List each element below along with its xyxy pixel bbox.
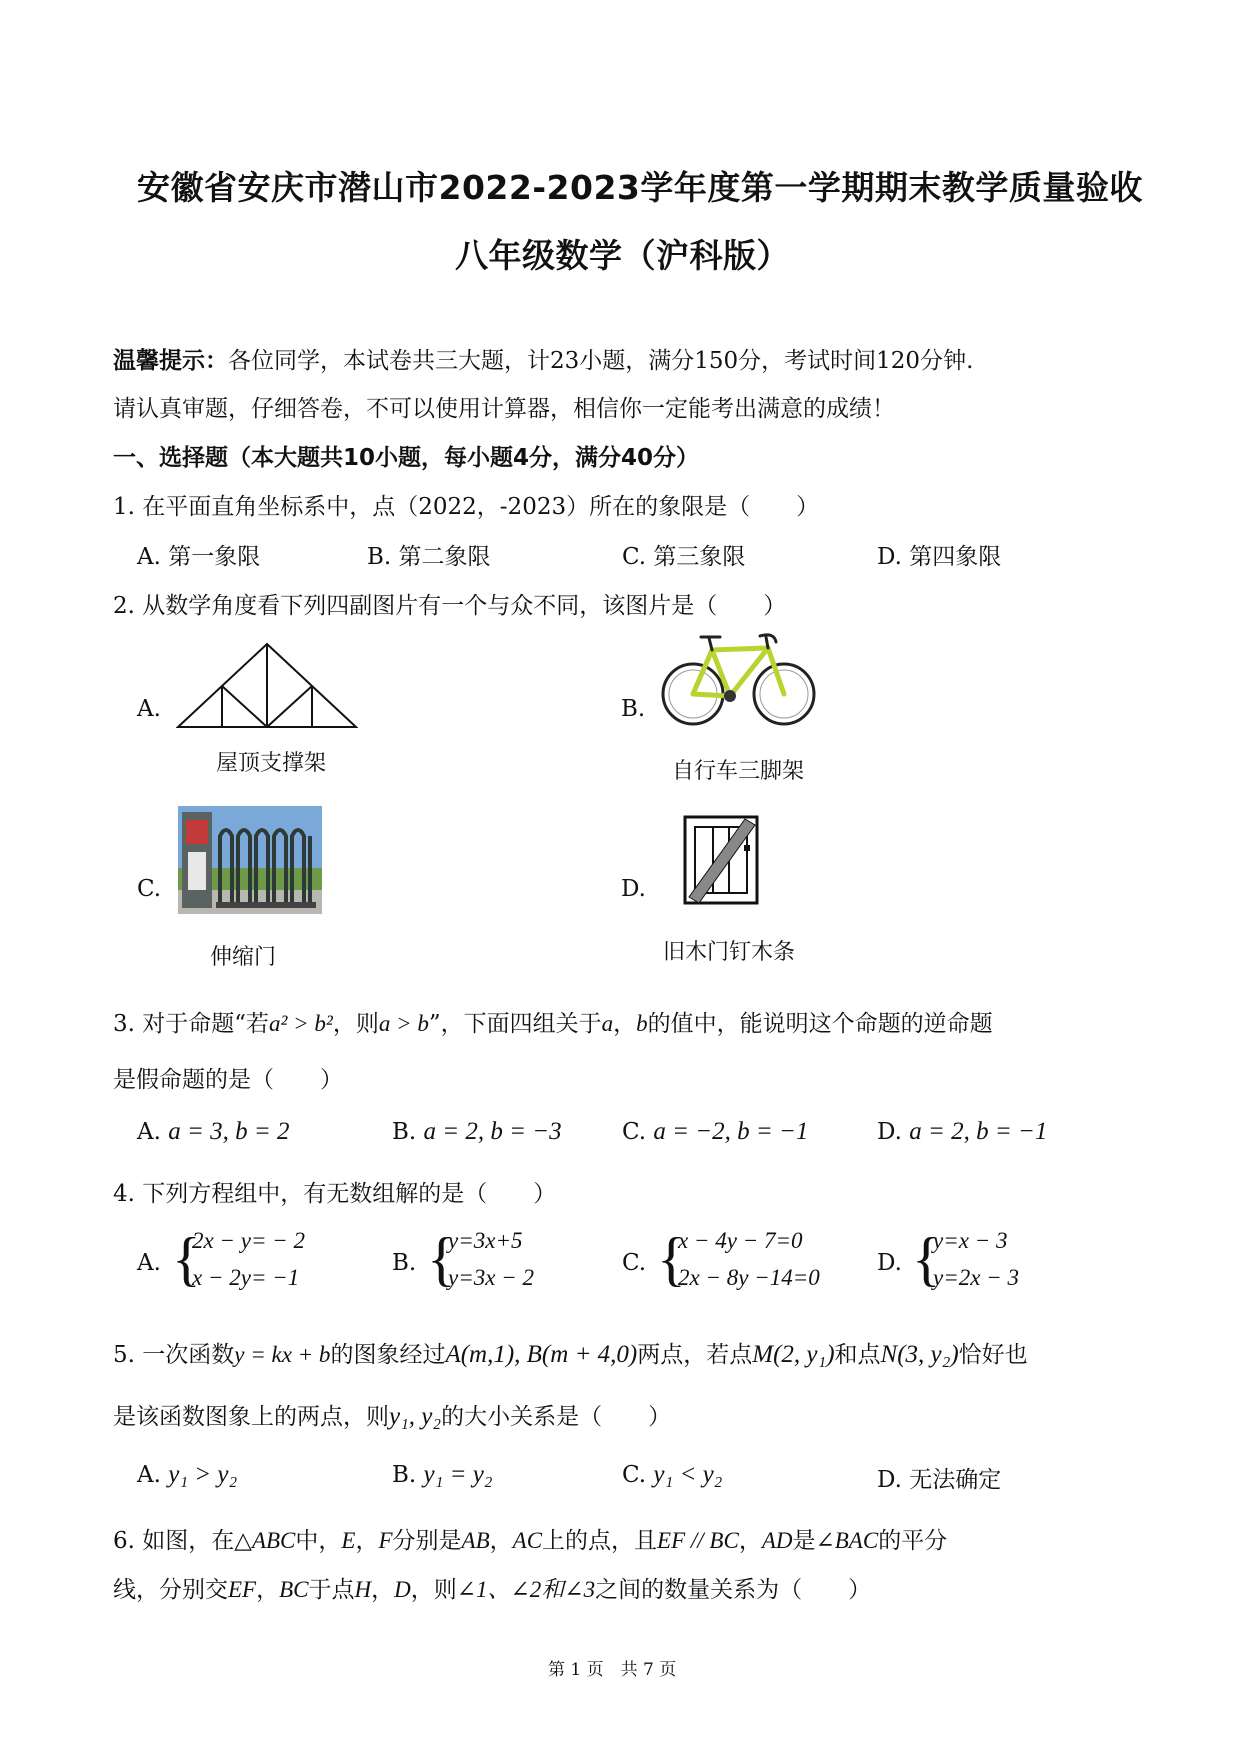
q4-b-eq1: y=3x+5 xyxy=(448,1228,523,1253)
q4-a-eq1: 2x − y= − 2 xyxy=(192,1228,305,1253)
q5-stem-b: 的图象经过 xyxy=(330,1342,446,1368)
q1-option-c: C. 第三象限 xyxy=(622,544,746,570)
caption-roof-truss: 屋顶支撑架 xyxy=(216,751,327,776)
caption-old-door: 旧木门钉木条 xyxy=(663,940,796,965)
q5-point-n: N(3, y₂) xyxy=(880,1341,959,1368)
q6-triangle-abc: ABC xyxy=(251,1528,296,1553)
section-1-heading: 一、选择题（本大题共10小题，每小题4分，满分40分） xyxy=(113,445,700,471)
q5-line2-vars: y₁, y₂ xyxy=(389,1403,442,1430)
exam-title-line2: 八年级数学（沪科版） xyxy=(455,236,790,275)
q3-stem-c: ”，下面四组关于 xyxy=(428,1011,602,1037)
q6-segment-ad: AD xyxy=(761,1528,793,1553)
q3-label-b: B. xyxy=(392,1119,417,1145)
q6-point-f: F xyxy=(378,1528,393,1553)
q5-value-b: y₁ = y₂ xyxy=(423,1461,493,1488)
q6-l1-g: 是 xyxy=(792,1528,816,1554)
q6-segment-ef: EF xyxy=(228,1577,257,1602)
q5-stem-d: 和点 xyxy=(834,1342,881,1368)
q4-d-eq2: y=2x − 3 xyxy=(933,1265,1019,1290)
q4-d-eq1: y=x − 3 xyxy=(933,1228,1008,1253)
q5-stem-line2 xyxy=(113,1398,671,1431)
q6-l2-d: ，则 xyxy=(410,1577,457,1603)
q1-option-d: D. 第四象限 xyxy=(877,544,1002,570)
q4-stem: 4. 下列方程组中，有无数组解的是（ ） xyxy=(113,1181,557,1207)
q2-label-c: C. xyxy=(137,876,162,902)
q3-comma: ， xyxy=(613,1011,637,1037)
q5-label-c: C. xyxy=(622,1462,647,1488)
q4-label-a: A. xyxy=(137,1250,161,1276)
retractable-gate-figure xyxy=(178,806,322,914)
tip-text1: 各位同学，本试卷共三大题，计23小题，满分150分，考试时间120分钟. xyxy=(228,348,974,374)
q5-function: y = kx + b xyxy=(234,1342,331,1367)
q5-option-d xyxy=(877,1461,1001,1494)
old-door-figure xyxy=(683,815,759,905)
q6-angles: ∠1、∠2和∠3 xyxy=(456,1577,596,1602)
q6-segment-ac: AC xyxy=(512,1528,543,1553)
q4-label-c: C. xyxy=(622,1250,647,1276)
q6-segment-ab: AB xyxy=(461,1528,490,1553)
q6-l1-e: 上的点，且 xyxy=(542,1528,658,1554)
q3-value-c: a = −2, b = −1 xyxy=(653,1118,809,1145)
q3-stem-line2: 是假命题的是（ ） xyxy=(113,1067,343,1093)
caption-retractable-gate: 伸缩门 xyxy=(210,945,277,970)
tip-line1 xyxy=(113,342,973,375)
q6-sep2: ， xyxy=(371,1577,395,1603)
page-footer: 第 1 页 共 7 页 xyxy=(548,1660,677,1680)
q6-l1-b: 中， xyxy=(295,1528,342,1554)
q5-stem-c: 两点，若点 xyxy=(637,1342,753,1368)
q6-l1-f: ， xyxy=(738,1528,762,1554)
q6-l2-e: 之间的数量关系为（ ） xyxy=(595,1577,872,1603)
q6-parallel: EF // BC xyxy=(657,1528,739,1553)
q6-point-e: E xyxy=(341,1528,356,1553)
q4-label-d: D. xyxy=(877,1250,902,1276)
q4-brace-b: { xyxy=(427,1226,456,1292)
exam-title-line1: 安徽省安庆市潜山市2022-2023学年度第一学期期末教学质量验收 xyxy=(137,168,1143,207)
q3-stem-line1 xyxy=(113,1005,993,1038)
q3-condition-2: a > b xyxy=(378,1011,429,1036)
q3-stem-a: 3. 对于命题“若 xyxy=(113,1011,270,1037)
q5-label-a: A. xyxy=(137,1462,161,1488)
q3-label-c: C. xyxy=(622,1119,647,1145)
q6-l1-h: 的平分 xyxy=(878,1528,948,1554)
q5-value-d: 无法确定 xyxy=(909,1467,1002,1493)
q3-label-d: D. xyxy=(877,1119,902,1145)
q3-var-a: a xyxy=(601,1011,614,1036)
q2-label-d: D. xyxy=(621,876,646,902)
q5-value-c: y₁ < y₂ xyxy=(653,1461,723,1488)
q1-option-a: A. 第一象限 xyxy=(137,544,261,570)
caption-bicycle: 自行车三脚架 xyxy=(672,759,805,784)
q5-line2-b: 的大小关系是（ ） xyxy=(441,1404,672,1430)
q4-brace-c: { xyxy=(657,1226,686,1292)
q6-sep: ， xyxy=(355,1528,379,1554)
q2-stem: 2. 从数学角度看下列四副图片有一个与众不同，该图片是（ ） xyxy=(113,593,787,619)
q6-angle-bac: ∠BAC xyxy=(815,1528,879,1553)
q6-point-d: D xyxy=(394,1577,411,1602)
bicycle-figure xyxy=(660,628,818,728)
q6-l2-c: 于点 xyxy=(308,1577,355,1603)
q3-var-b: b xyxy=(636,1011,648,1036)
q5-line2-a: 是该函数图象上的两点，则 xyxy=(113,1404,389,1430)
q6-stem-line2 xyxy=(113,1571,871,1604)
tip-line2: 请认真审题，仔细答卷，不可以使用计算器，相信你一定能考出满意的成绩！ xyxy=(113,396,895,422)
q6-stem-line1 xyxy=(113,1522,947,1555)
q4-brace-d: { xyxy=(912,1226,941,1292)
q5-point-m: M(2, y₁) xyxy=(752,1341,835,1368)
q6-segment-bc: BC xyxy=(279,1577,309,1602)
q4-brace-a: { xyxy=(172,1226,201,1292)
tip-label: 温馨提示： xyxy=(113,348,228,374)
q5-points-ab: A(m,1), B(m + 4,0) xyxy=(445,1341,638,1368)
q3-condition-1: a² > b² xyxy=(269,1011,333,1036)
q5-option-a xyxy=(137,1461,237,1489)
q4-c-eq1: x − 4y − 7=0 xyxy=(678,1228,803,1253)
q3-option-d xyxy=(877,1118,1047,1146)
q1-stem: 1. 在平面直角坐标系中，点（2022，-2023）所在的象限是（ ） xyxy=(113,494,820,520)
q3-stem-d: 的值中，能说明这个命题的逆命题 xyxy=(647,1011,993,1037)
q4-a-eq2: x − 2y= −1 xyxy=(192,1265,300,1290)
roof-truss-figure xyxy=(176,641,358,729)
q3-option-c xyxy=(622,1118,808,1146)
q2-label-b: B. xyxy=(621,696,646,722)
q5-stem-a: 5. 一次函数 xyxy=(113,1342,235,1368)
q6-l1-a: 6. 如图，在△ xyxy=(113,1528,252,1554)
q5-option-b xyxy=(392,1461,492,1489)
q5-label-d: D. xyxy=(877,1467,902,1493)
q3-value-a: a = 3, b = 2 xyxy=(168,1118,290,1145)
q1-option-b: B. 第二象限 xyxy=(367,544,491,570)
q3-option-a xyxy=(137,1118,289,1146)
q5-option-c xyxy=(622,1461,722,1489)
q4-c-eq2: 2x − 8y −14=0 xyxy=(678,1265,820,1290)
q6-l1-c: 分别是 xyxy=(392,1528,462,1554)
q5-stem-e: 恰好也 xyxy=(958,1342,1028,1368)
q3-value-d: a = 2, b = −1 xyxy=(909,1118,1048,1145)
q5-label-b: B. xyxy=(392,1462,417,1488)
q4-b-eq2: y=3x − 2 xyxy=(448,1265,534,1290)
q5-value-a: y₁ > y₂ xyxy=(168,1461,238,1488)
q6-l2-b: ， xyxy=(256,1577,280,1603)
q6-l2-a: 线，分别交 xyxy=(113,1577,228,1603)
q2-label-a: A. xyxy=(137,696,161,722)
q6-l1-d: ， xyxy=(489,1528,513,1554)
q5-stem-line1 xyxy=(113,1336,1028,1369)
q4-label-b: B. xyxy=(392,1250,417,1276)
q3-label-a: A. xyxy=(137,1119,161,1145)
q6-point-h: H xyxy=(354,1577,372,1602)
q3-option-b xyxy=(392,1118,562,1146)
q3-stem-b: ，则 xyxy=(332,1011,379,1037)
q3-value-b: a = 2, b = −3 xyxy=(423,1118,562,1145)
